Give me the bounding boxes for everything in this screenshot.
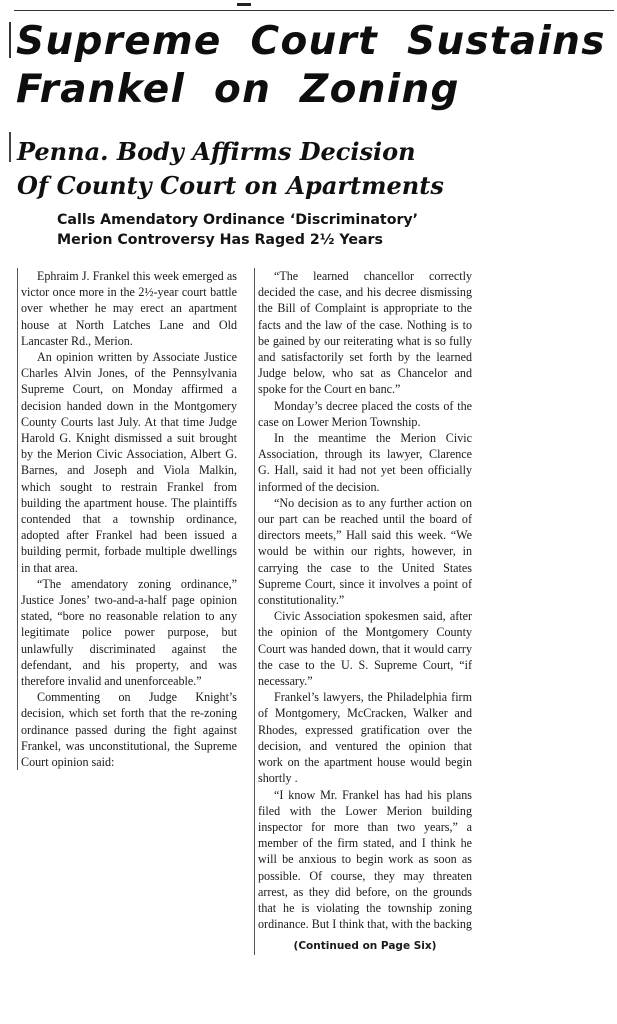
paragraph: Monday’s decree placed the costs of the case on Lower Merion Township. [258,398,472,429]
top-rule [14,10,614,11]
headline-line-2: Frankel on Zoning [16,67,460,112]
subdeck-line-1: Calls Amendatory Ordinance ‘Discriminatory’ [57,212,419,228]
deck-line-1: Penna. Body Affirms Decision [17,137,416,166]
headline-line-1: Supreme Court Sustains [16,19,606,64]
paragraph: Frankel’s lawyers, the Philadelphia firm of Montgomery, McCracken, Walker and Rhodes, expressed gratification over the decision, and ventured the opinion that work on the apartment house would begin shortly . [258,690,472,786]
paragraph: “No decision as to any further action on our part can be reached until the board of directors meets,” Hall said this week. “We would be within our rights, however, in carrying the case to the United States Supreme Court, since it involves a point of constitutionality.” [258,495,472,608]
article-column-1 [17,268,237,770]
paragraph: “The learned chancellor correctly decided the case, and his decree dismissing the Bill of Complaint is appropriate to the facts and the law of the case. Nothing is to be gained by our reiterating what is so fully and satisfactorily set forth by the learned Judge below, who sat as Chancelor and spoke for the Court en banc.” [258,269,472,397]
deck [17,135,444,203]
subdeck-line-2: Merion Controversy Has Raged 2½ Years [57,232,383,248]
paragraph: “The amendatory zoning ordinance,” Justice Jones’ two-and-a-half page opinion stated, “bore no reasonable relation to any legitimate police power purpose, but unlawfully discriminated against the defendant, and his property, and was therefore invalid and unenforceable.” [21,576,237,689]
headline [16,18,612,114]
subdeck [57,210,457,250]
headline-rule [9,22,11,58]
top-mark [237,3,251,6]
deck-rule [9,132,11,162]
article-column-2 [254,268,472,955]
paragraph: An opinion written by Associate Justice Charles Alvin Jones, of the Pennsylvania Supreme Court, on Monday affirmed a decision handed down in the Montgomery County Courts last July. At that time Judge Harold G. Knight dismissed a suit brought by the Merion Civic Association, Albert G. Barnes, and Joseph and Viola Malkin, which sought to restrain Frankel from building the apartment house. The plaintiffs contended that a township ordinance, adopted after Frankel had been issued a building permit, forbade multiple dwellings in that area. [21,350,237,575]
deck-line-2: Of County Court on Apartments [17,171,444,200]
paragraph: “I know Mr. Frankel has had his plans filed with the Lower Merion building inspector for more than two years,” a member of the firm stated, and I think he will be anxious to begin work as soon as possible. Of course, they may threaten arrest, as they did before, on the grounds that he is violating the township zoning ordinance. But I think that, with the backing [258,787,472,932]
paragraph: Commenting on Judge Knight’s decision, which set forth that the re-zoning ordinance passed during the fight against Frankel, was unconstitutional, the Supreme Court opinion said: [21,690,237,770]
paragraph: Civic Association spokesmen said, after the opinion of the Montgomery County Court was handed down, that it would carry the case to the U. S. Supreme Court, “if necessary.” [258,609,472,689]
continued-line: (Continued on Page Six) [293,940,437,953]
paragraph: In the meantime the Merion Civic Association, through its lawyer, Clarence G. Hall, said it had not yet been officially informed of the decision. [258,431,472,494]
paragraph: Ephraim J. Frankel this week emerged as victor once more in the 2½-year court battle over whether he may erect an apartment house at North Latches Lane and Old Lancaster Rd., Merion. [21,269,237,348]
